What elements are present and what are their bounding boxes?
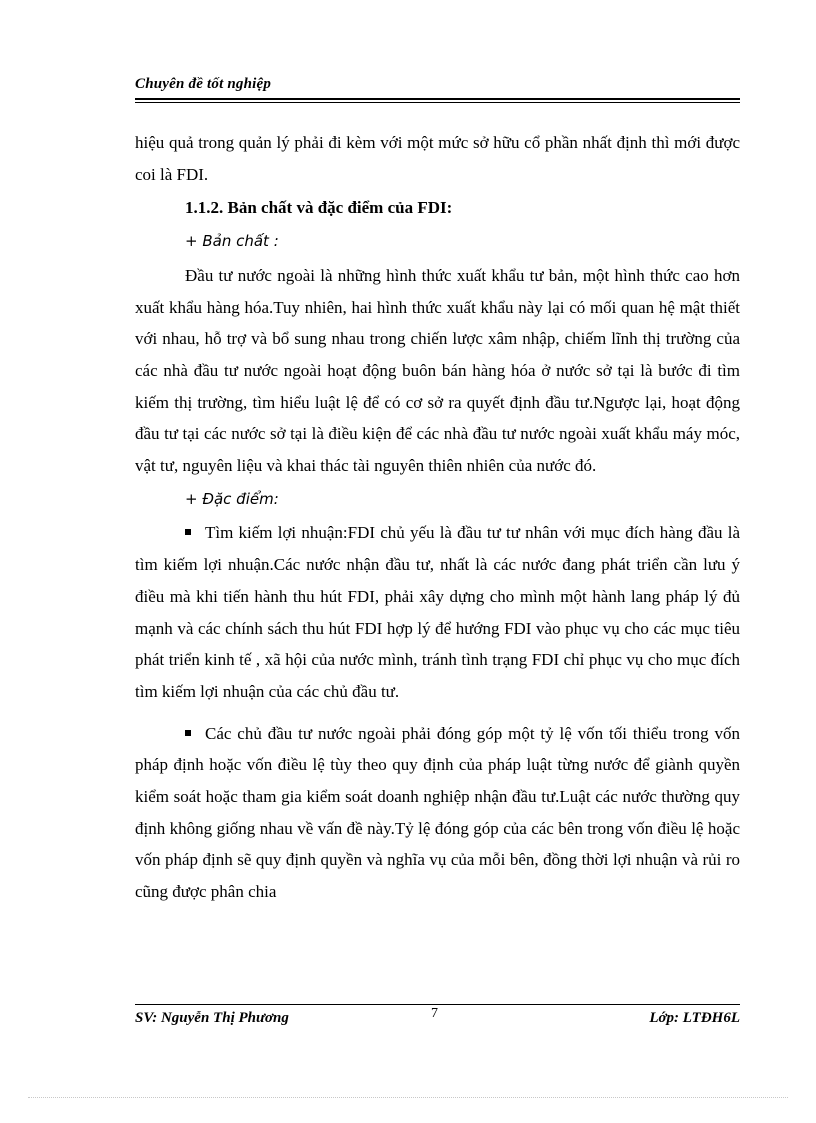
page-body — [135, 127, 740, 908]
footer-student-name: SV: Nguyễn Thị Phương — [135, 1010, 289, 1026]
page-header — [135, 74, 740, 94]
square-bullet-icon — [185, 529, 191, 535]
square-bullet-icon — [185, 730, 191, 736]
footer-page-number: 7 — [431, 1006, 438, 1021]
bullet-item-profit-text: Tìm kiếm lợi nhuận:FDI chủ yếu là đầu tư tư nhân với mục đích hàng đầu là tìm kiếm lợi nhuận.Các nước nhận đầu tư, nhất là các nước đang phát triển cần lưu ý điều mà khi tiến hành thu hút FDI, phải xây dựng cho mình một hành lang pháp lý đủ mạnh và các chính sách thu hút FDI hợp lý để hướng FDI vào phục vụ cho các mục tiêu phát triển kinh tế , xã hội của nước mình, tránh tình trạng FDI chỉ phục vụ cho mục đích tìm kiếm lợi nhuận của các chủ đầu tư. — [135, 523, 740, 701]
bullet-item-capital — [135, 718, 740, 908]
header-rule-thin — [135, 102, 740, 103]
intro-paragraph: hiệu quả trong quản lý phải đi kèm với một mức sở hữu cổ phần nhất định thì mới được coi là FDI. — [135, 133, 740, 184]
footer-class: Lớp: LTĐH6L — [649, 1010, 740, 1026]
bullet-item-profit — [135, 517, 740, 707]
header-rule-thick — [135, 98, 740, 100]
page-bottom-dotted-edge — [28, 1097, 788, 1098]
page-footer — [135, 1004, 740, 1034]
features-label: + Đặc điểm: — [185, 489, 279, 508]
nature-label: + Bản chất : — [185, 232, 279, 251]
section-heading: 1.1.2. Bản chất và đặc điểm của FDI: — [185, 198, 453, 218]
footer-rule — [135, 1004, 740, 1005]
nature-paragraph: Đầu tư nước ngoài là những hình thức xuất khẩu tư bản, một hình thức cao hơn xuất khẩu hàng hóa.Tuy nhiên, hai hình thức xuất khẩu này lại có mối quan hệ mật thiết với nhau, hỗ trợ và bổ sung nhau trong chiến lược xâm nhập, chiếm lĩnh thị trường của các nhà đầu tư nước ngoài hoạt động buôn bán hàng hóa ở nước sở tại là bước đi tìm kiếm thị trường, tìm hiểu luật lệ để có cơ sở ra quyết định đầu tư.Ngược lại, hoạt động đầu tư tại các nước sở tại là điều kiện để các nhà đầu tư nước ngoài xuất khẩu máy móc, vật tư, nguyên liệu và khai thác tài nguyên thiên nhiên của nước đó. — [135, 265, 740, 476]
bullet-item-capital-text: Các chủ đầu tư nước ngoài phải đóng góp một tỷ lệ vốn tối thiểu trong vốn pháp định hoặc vốn điều lệ tùy theo quy định của pháp luật từng nước để giành quyền kiểm soát hoặc tham gia kiểm soát doanh nghiệp nhận đầu tư.Luật các nước thường quy định không giống nhau về vấn đề này.Tỷ lệ đóng góp của các bên trong vốn điều lệ hoặc vốn pháp định sẽ quy định quyền và nghĩa vụ của mỗi bên, đồng thời lợi nhuận và rủi ro cũng được phân chia — [135, 723, 740, 902]
header-title: Chuyên đề tốt nghiệp — [135, 76, 272, 92]
